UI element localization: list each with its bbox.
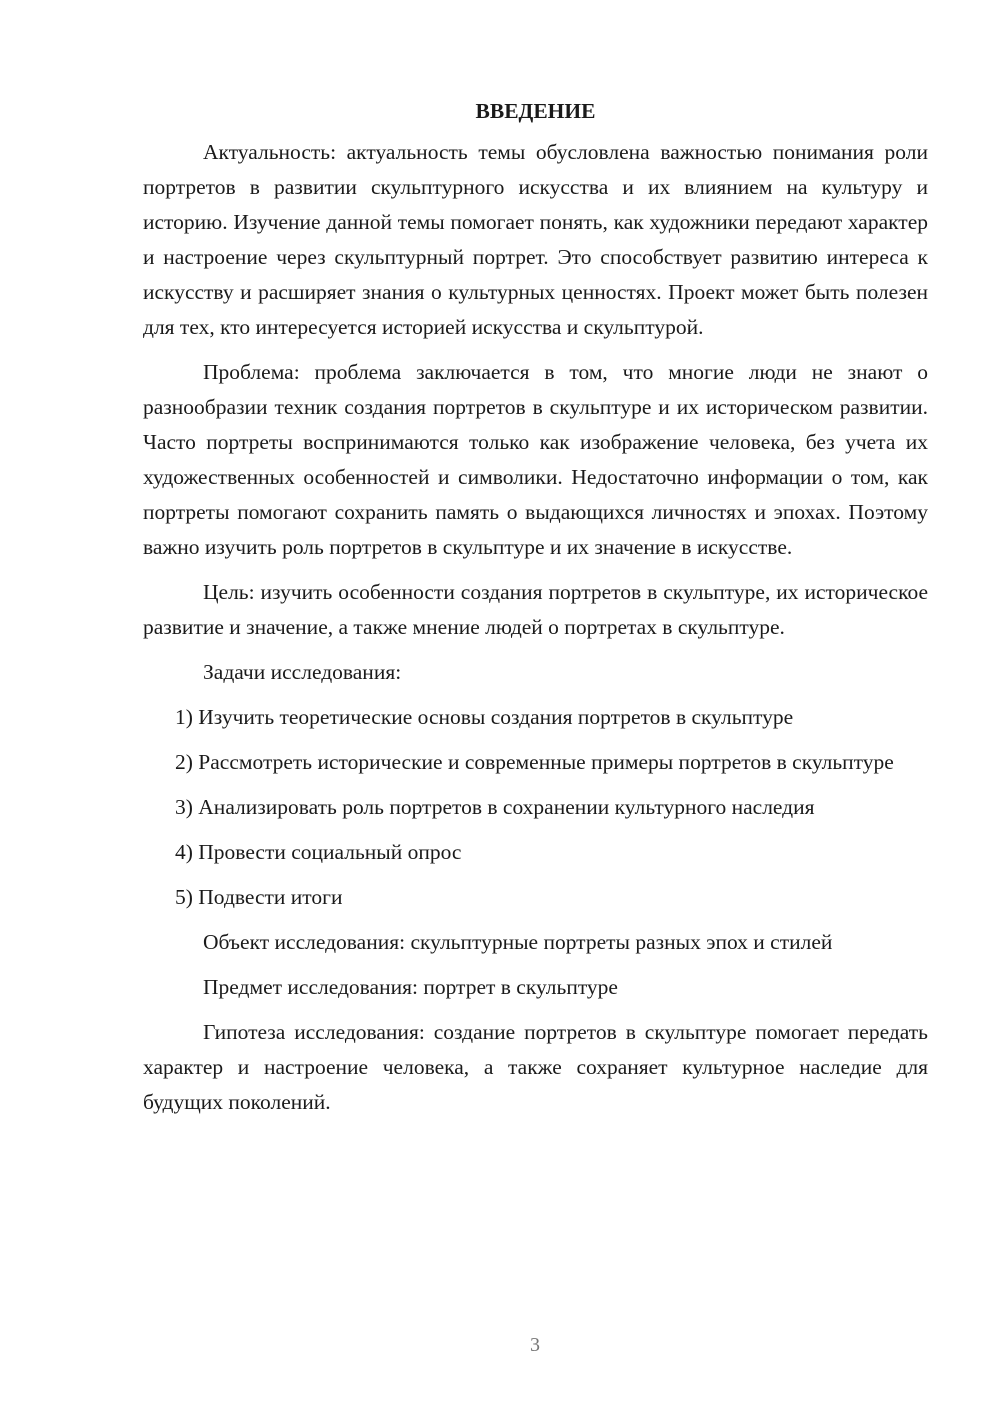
hypothesis-paragraph: Гипотеза исследования: создание портретов в скульптуре помогает передать характер и настроение человека, а также сохраняет культурное наследие для будущих поколений. [143,1020,928,1114]
task-item: 4) Провести социальный опрос [175,840,462,864]
subject-paragraph: Предмет исследования: портрет в скульптуре [203,975,618,999]
task-item: 3) Анализировать роль портретов в сохранении культурного наследия [175,795,815,819]
task-item: 1) Изучить теоретические основы создания портретов в скульптуре [175,705,794,729]
page-number: 3 [530,1334,540,1356]
task-item: 5) Подвести итоги [175,885,343,909]
tasks-heading: Задачи исследования: [203,660,402,684]
goal-paragraph: Цель: изучить особенности создания портретов в скульптуре, их историческое развитие и значение, а также мнение людей о портретах в скульптуре. [143,580,928,639]
document-heading: ВВЕДЕНИЕ [475,99,596,123]
relevance-paragraph: Актуальность: актуальность темы обусловлена важностью понимания роли портретов в развитии скульптурного искусства и их влиянием на культуру и историю. Изучение данной темы помогает понять, как художники передают характер и настроение через скульптурный портрет. Это способствует развитию интереса к искусству и расширяет знания о культурных ценностях. Проект может быть полезен для тех, кто интересуется историей искусства и скульптурой. [143,140,928,339]
object-paragraph: Объект исследования: скульптурные портреты разных эпох и стилей [203,930,833,954]
task-item: 2) Рассмотреть исторические и современные примеры портретов в скульптуре [175,750,894,774]
document-page [143,96,928,1130]
problem-paragraph: Проблема: проблема заключается в том, что многие люди не знают о разнообразии техник создания портретов в скульптуре и их историческом развитии. Часто портреты воспринимаются только как изображение человека, без учета их художественных особенностей и символики. Недостаточно информации о том, как портреты помогают сохранить память о выдающихся личностях и эпохах. Поэтому важно изучить роль портретов в скульптуре и их значение в искусстве. [143,360,928,559]
